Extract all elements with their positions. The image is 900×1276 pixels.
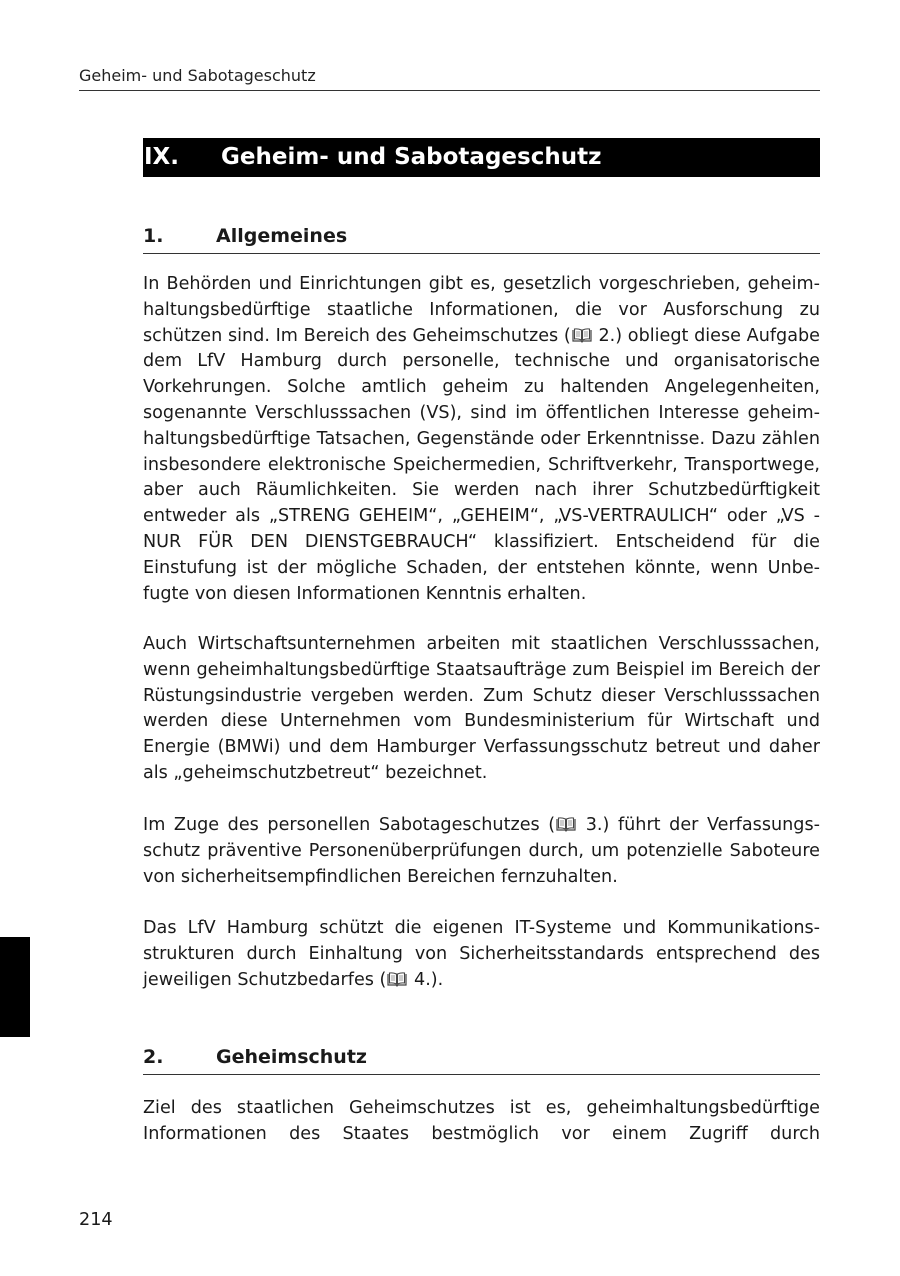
paragraph-allgemeines-1 [143,272,820,607]
book-icon [572,328,592,343]
page-number: 214 [79,1210,113,1230]
section-number: 2. [143,1046,164,1068]
chapter-number: IX. [144,144,180,170]
section-number: 1. [143,225,164,247]
running-header: Geheim- und Sabotageschutz [79,66,820,91]
text: führt der Verfassungsschutz präventive Personenüberprüfungen durch, um potenzielle Saboteure von sicherheitsempfindlichen Bereichen fernzuhalten. [143,815,820,887]
text: obliegt diese Aufgabe dem LfV Hamburg durch personelle, technische und organisatorische Vorkehrungen. Solche amtlich geheim zu haltenden Angelegenheiten, sogenannte Verschlusssachen (VS), sind im öffentlichen Interesse geheimhaltungsbedürftige Tatsachen, Gegenstände oder Erkenntnisse. Dazu zählen insbesondere elektronische Speichermedien, Schriftverkehr, Transportwege, aber auch Räumlichkeiten. Sie werden nach ihrer Schutzbedürftigkeit entweder als „STRENG GEHEIM“, „GEHEIM“, „VS-VERTRAULICH“ oder „VS - NUR FÜR DEN DIENSTGEBRAUCH“ klassifiziert. Entscheidend für die Einstufung ist der mögliche Schaden, der entstehen könnte, wenn Unbefugte von diesen Informationen Kenntnis erhalten. [143,325,820,604]
paragraph-allgemeines-2: Auch Wirtschaftsunternehmen arbeiten mit staatlichen Verschlusssachen, wenn geheimhaltungsbedürftige Staatsaufträge zum Beispiel im Bereich der Rüstungsindustrie vergeben werden. Zum Schutz dieser Verschlusssachen werden diese Unternehmen vom Bundesministerium für Wirtschaft und Energie (BMWi) und dem Hamburger Verfassungsschutz betreut und daher als „geheimschutzbetreut“ bezeichnet. [143,634,820,783]
section-heading-geheimschutz [143,1045,820,1075]
cross-reference: 2.) [592,325,623,346]
text: Das LfV Hamburg schützt die eigenen IT-Systeme und Kommunikationsstrukturen durch Einhaltung von Sicherheitsstandards entsprechend des jeweiligen Schutzbedarfes ( [143,918,820,990]
text: Im Zuge des personellen Sabotageschutzes ( [143,815,556,835]
book-icon [556,817,576,832]
text: In Behörden und Einrichtungen gibt es, gesetzlich vorgeschrieben, geheimhaltungsbedürftige staatliche Informationen, die vor Ausforschung zu schützen sind. Im Bereich des Geheimschutzes ( [143,274,820,346]
section-title: Allgemeines [216,225,348,247]
section-title: Geheimschutz [216,1046,367,1068]
cross-reference: 3.) [577,815,610,835]
text: . [437,969,444,990]
book-icon [387,972,407,987]
chapter-thumb-tab [0,937,30,1037]
section-heading-allgemeines [143,224,820,254]
cross-reference: 4.) [408,969,438,990]
chapter-title: Geheim- und Sabotageschutz [221,144,602,170]
chapter-title-bar [143,138,820,177]
paragraph-geheimschutz-1: Ziel des staatlichen Geheimschutzes ist es, geheimhaltungsbedürftige Informationen des Staates bestmöglich vor einem Zugriff durch [143,1098,820,1144]
paragraph-allgemeines-3 [143,813,820,890]
paragraph-allgemeines-4 [143,916,820,993]
